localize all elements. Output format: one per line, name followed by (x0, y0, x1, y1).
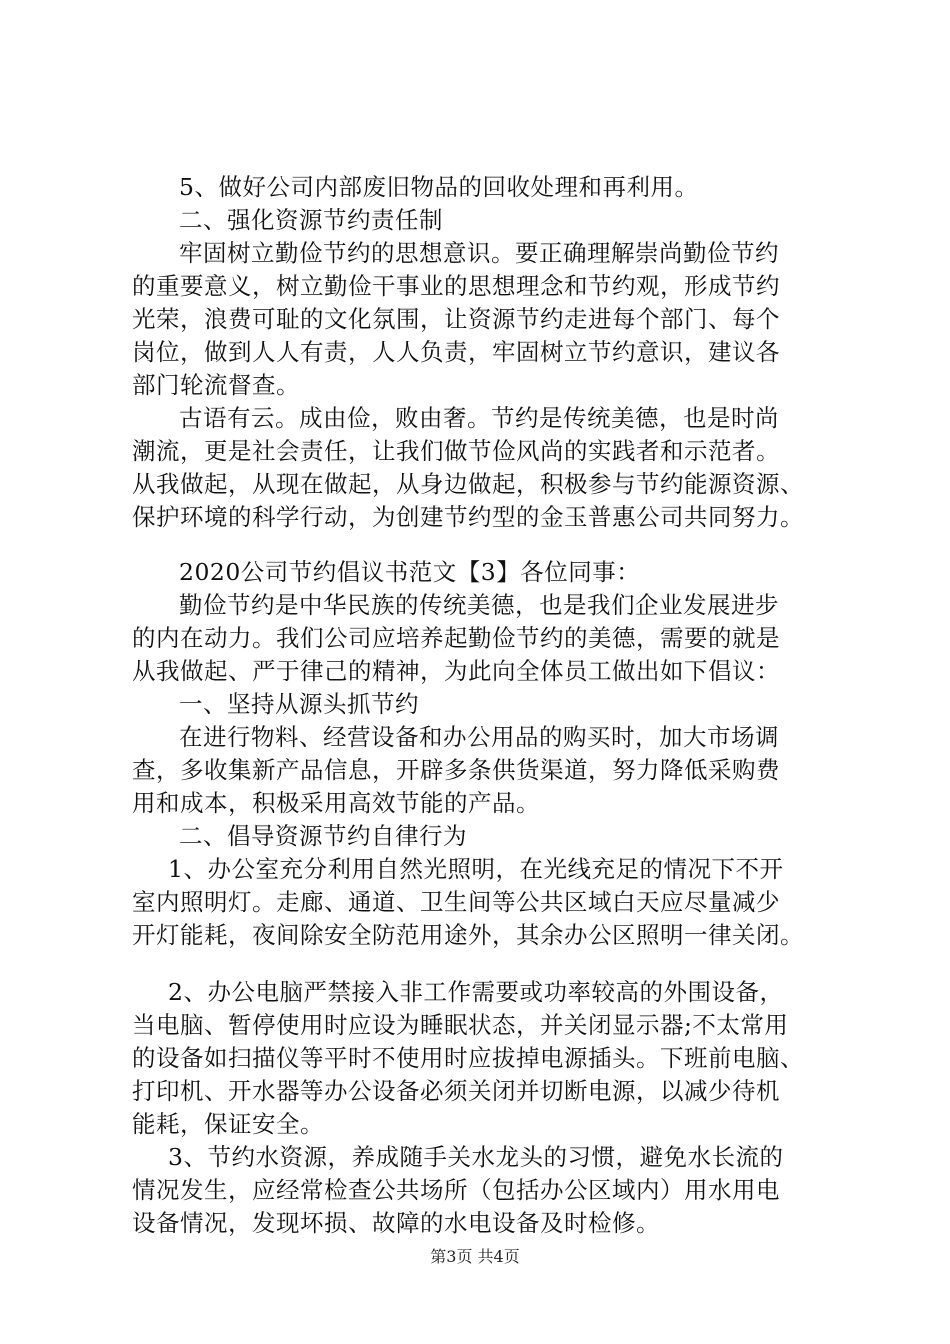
paragraph-line: 勤俭节约是中华民族的传统美德，也是我们企业发展进步 (179, 591, 779, 619)
paragraph-line: 室内照明灯。走廊、通道、卫生间等公共区域白天应尽量减少 (132, 888, 780, 916)
paragraph-line: 查，多收集新产品信息，开辟多条供货渠道，努力降低采购费 (132, 756, 780, 784)
paragraph-line: 的重要意义，树立勤俭干事业的思想理念和节约观，形成节约 (132, 272, 780, 300)
article-heading: 2020公司节约倡议书范文【3】各位同事： (179, 558, 641, 586)
list-item-3: 3、节约水资源，养成随手关水龙头的习惯，避免水长流的 (168, 1143, 784, 1171)
paragraph-line: 在进行物料、经营设备和办公用品的购买时，加大市场调 (179, 723, 779, 751)
paragraph-line: 打印机、开水器等办公设备必须关闭并切断电源，以减少待机 (132, 1077, 780, 1105)
paragraph-line: 能耗，保证安全。 (132, 1110, 324, 1138)
paragraph-line: 古语有云。成由俭，败由奢。节约是传统美德，也是时尚 (179, 404, 779, 432)
paragraph-line: 潮流，更是社会责任，让我们做节俭风尚的实践者和示范者。 (132, 437, 780, 465)
paragraph-line: 情况发生，应经常检查公共场所（包括办公区域内）用水用电 (132, 1176, 780, 1204)
paragraph-line: 的内在动力。我们公司应培养起勤俭节约的美德，需要的就是 (132, 624, 780, 652)
list-item-5: 5、做好公司内部废旧物品的回收处理和再利用。 (179, 173, 699, 201)
paragraph-line: 设备情况，发现坏损、故障的水电设备及时检修。 (132, 1209, 660, 1237)
paragraph-line: 光荣，浪费可耻的文化氛围，让资源节约走进每个部门、每个 (132, 305, 780, 333)
paragraph-line: 用和成本，积极采用高效节能的产品。 (132, 789, 540, 817)
section-heading-2: 二、强化资源节约责任制 (179, 206, 443, 234)
paragraph-line: 部门轮流督查。 (132, 371, 300, 399)
paragraph-line: 从我做起，从现在做起，从身边做起，积极参与节约能源资源、 (132, 470, 804, 498)
paragraph-line: 的设备如扫描仪等平时不使用时应拔掉电源插头。下班前电脑、 (132, 1044, 804, 1072)
paragraph-line: 开灯能耗，夜间除安全防范用途外，其余办公区照明一律关闭。 (132, 921, 804, 949)
list-item-1: 1、办公室充分利用自然光照明，在光线充足的情况下不开 (168, 855, 784, 883)
section-heading-2: 二、倡导资源节约自律行为 (179, 822, 467, 850)
paragraph-line: 当电脑、暂停使用时应设为睡眠状态，并关闭显示器;不太常用 (132, 1011, 789, 1039)
paragraph-line: 岗位，做到人人有责，人人负责，牢固树立节约意识，建议各 (132, 338, 780, 366)
section-heading-1: 一、坚持从源头抓节约 (179, 690, 419, 718)
page-number-label: 第3页 共4页 (430, 1247, 520, 1266)
paragraph-line: 保护环境的科学行动，为创建节约型的金玉普惠公司共同努力。 (132, 503, 804, 531)
paragraph-gap (132, 952, 832, 976)
document-body (132, 171, 832, 1240)
paragraph-line: 从我做起、严于律己的精神，为此向全体员工做出如下倡议： (132, 657, 780, 685)
paragraph-gap (132, 534, 832, 556)
paragraph-line: 牢固树立勤俭节约的思想意识。要正确理解崇尚勤俭节约 (179, 239, 779, 267)
page-footer (0, 1244, 950, 1267)
list-item-2: 2、办公电脑严禁接入非工作需要或功率较高的外围设备， (168, 978, 784, 1006)
